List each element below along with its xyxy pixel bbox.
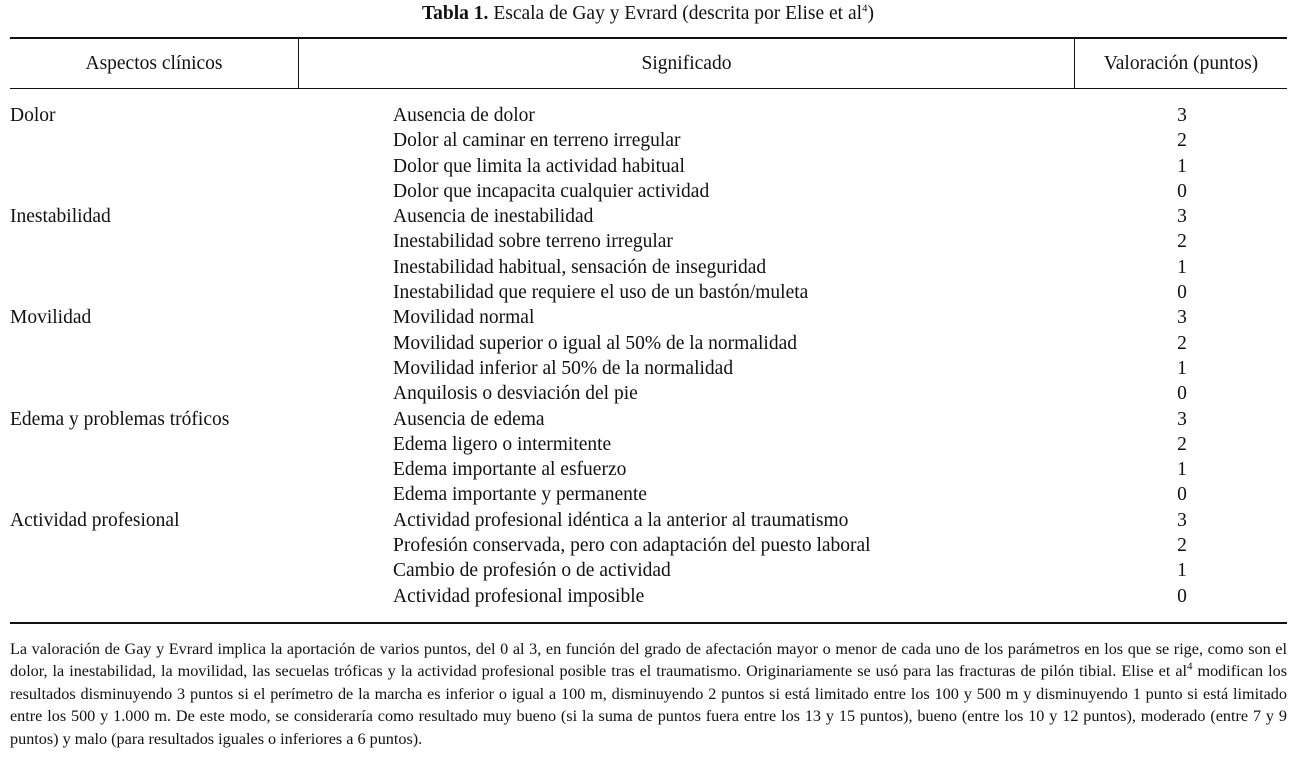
meaning-cell: Anquilosis o desviación del pie: [393, 383, 638, 405]
footnote-text-1: La valoración de Gay y Evrard implica la aportación de varios puntos, del 0 al 3, en función del grado de afectación mayor o menor de cada uno de los parámetros en los que se rige, como son el dolor, la inestabilidad, la movilidad, las secuelas tróficas y la actividad profesional posible tras el traumatismo. Originariamente se usó para las fracturas de pilón tibial. Elise et al: [10, 640, 1287, 681]
table-row: [0, 280, 1296, 305]
table-row: [0, 356, 1296, 381]
meaning-cell: Edema importante y permanente: [393, 484, 647, 506]
meaning-cell: Actividad profesional imposible: [393, 585, 645, 607]
header-bottom-rule: [10, 88, 1287, 89]
score-cell: 2: [1177, 130, 1187, 152]
score-cell: 0: [1177, 585, 1187, 607]
footnote-reference: 4: [1187, 661, 1193, 674]
table-body: [0, 103, 1296, 609]
meaning-cell: Movilidad normal: [393, 307, 535, 329]
table-row: [0, 558, 1296, 583]
table-row: [0, 331, 1296, 356]
meaning-cell: Movilidad superior o igual al 50% de la normalidad: [393, 332, 797, 354]
meaning-cell: Ausencia de inestabilidad: [393, 206, 594, 228]
score-cell: 1: [1177, 459, 1187, 481]
meaning-cell: Inestabilidad habitual, sensación de inseguridad: [393, 256, 767, 278]
score-cell: 0: [1177, 282, 1187, 304]
score-cell: 1: [1177, 357, 1187, 379]
score-cell: 2: [1177, 433, 1187, 455]
table-row: [0, 432, 1296, 457]
table-row: [0, 457, 1296, 482]
score-cell: 3: [1177, 206, 1187, 228]
table-row: [0, 407, 1296, 432]
table-caption: [0, 2, 1296, 26]
caption-reference: 4: [862, 2, 868, 15]
score-cell: 0: [1177, 383, 1187, 405]
score-cell: 3: [1177, 509, 1187, 531]
meaning-cell: Actividad profesional idéntica a la anterior al traumatismo: [393, 509, 849, 531]
table-bottom-rule: [10, 622, 1287, 624]
table-row: [0, 482, 1296, 507]
table-footnote: [10, 638, 1287, 750]
meaning-cell: Edema ligero o intermitente: [393, 433, 612, 455]
header-significado: Significado: [641, 53, 732, 74]
table-row: [0, 179, 1296, 204]
table-row: [0, 229, 1296, 254]
header-valoracion: Valoración (puntos): [1103, 53, 1259, 74]
meaning-cell: Ausencia de dolor: [393, 105, 535, 126]
aspect-cell: Inestabilidad: [10, 206, 111, 228]
meaning-cell: Ausencia de edema: [393, 408, 545, 430]
aspect-cell: Movilidad: [10, 307, 92, 329]
caption-text: Escala de Gay y Evrard (descrita por Elise et al: [488, 3, 863, 24]
header-aspectos-clinicos: Aspectos clínicos: [85, 53, 223, 74]
table-row: [0, 584, 1296, 609]
score-cell: 0: [1177, 484, 1187, 506]
footnote-text-2: modifican los resultados disminuyendo 3 puntos si el perímetro de la marcha es inferior o igual a 100 m, disminuyendo 2 puntos si está limitado entre los 100 y 500 m y disminuyendo 1 punto si está limitado entre los 500 y 1.000 m. De este modo, se consideraría como resultado muy bueno (si la suma de puntos fuera entre los 13 y 15 puntos), bueno (entre los 10 y 12 puntos), moderado (entre 7 y 9 puntos) y malo (para resultados iguales o inferiores a 6 puntos).: [10, 662, 1287, 748]
table-row: [0, 305, 1296, 330]
aspect-cell: Edema y problemas tróficos: [10, 408, 230, 430]
score-cell: 1: [1177, 256, 1187, 278]
meaning-cell: Inestabilidad que requiere el uso de un bastón/muleta: [393, 282, 809, 304]
score-cell: 2: [1177, 332, 1187, 354]
meaning-cell: Dolor que incapacita cualquier actividad: [393, 180, 710, 202]
meaning-cell: Dolor al caminar en terreno irregular: [393, 130, 681, 152]
table-row: [0, 533, 1296, 558]
meaning-cell: Cambio de profesión o de actividad: [393, 560, 671, 582]
caption-close: ): [867, 3, 875, 24]
table-row: [0, 508, 1296, 533]
score-cell: 2: [1177, 535, 1187, 557]
caption-label: Tabla 1.: [421, 3, 489, 24]
table-row: [0, 381, 1296, 406]
meaning-cell: Edema importante al esfuerzo: [393, 459, 627, 481]
meaning-cell: Movilidad inferior al 50% de la normalidad: [393, 357, 734, 379]
meaning-cell: Inestabilidad sobre terreno irregular: [393, 231, 673, 253]
table-row: [0, 255, 1296, 280]
table-row: [0, 204, 1296, 229]
score-cell: 3: [1177, 105, 1187, 126]
score-cell: 2: [1177, 231, 1187, 253]
table-row: [0, 128, 1296, 153]
meaning-cell: Dolor que limita la actividad habitual: [393, 155, 685, 177]
aspect-cell: Dolor: [10, 105, 56, 126]
score-cell: 0: [1177, 180, 1187, 202]
aspect-cell: Actividad profesional: [10, 509, 180, 531]
score-cell: 1: [1177, 560, 1187, 582]
table-row: [0, 154, 1296, 179]
score-cell: 3: [1177, 408, 1187, 430]
table-row: [0, 103, 1296, 128]
score-cell: 1: [1177, 155, 1187, 177]
score-cell: 3: [1177, 307, 1187, 329]
meaning-cell: Profesión conservada, pero con adaptación del puesto laboral: [393, 535, 871, 557]
